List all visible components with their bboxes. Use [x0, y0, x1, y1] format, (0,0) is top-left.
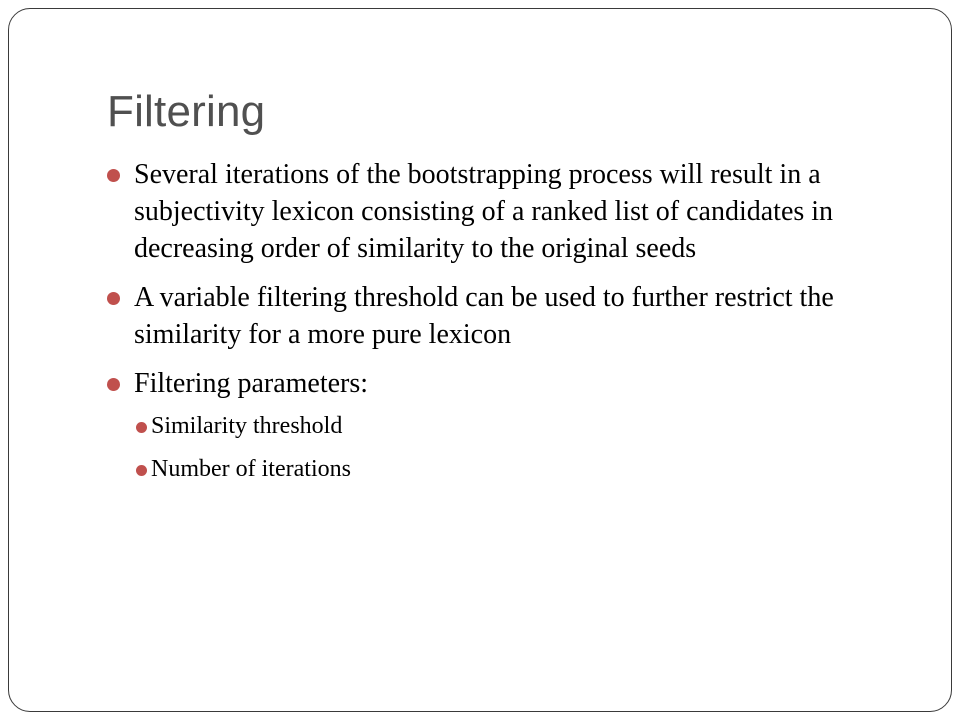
slide-title: Filtering [107, 87, 266, 136]
bullet-dot-icon [107, 378, 120, 391]
sub-bullet-list [134, 411, 885, 485]
bullet-text: Several iterations of the bootstrapping process will result in a subjectivity lexicon consisting of a ranked list of candidates in decreasing order of similarity to the original seeds [134, 159, 834, 264]
bullet-text: Filtering parameters: [134, 368, 369, 399]
bullet-text: A variable filtering threshold can be used to further restrict the similarity for a more pure lexicon [134, 282, 834, 350]
slide-content [105, 156, 885, 497]
bullet-dot-icon [107, 169, 120, 182]
bullet-dot-icon [136, 422, 147, 433]
sub-bullet-text: Number of iterations [151, 456, 351, 482]
bullet-list [105, 156, 885, 485]
bullet-item [105, 365, 885, 485]
bullet-item [105, 279, 885, 353]
sub-bullet-item [134, 411, 885, 442]
sub-bullet-text: Similarity threshold [151, 413, 343, 439]
bullet-item [105, 156, 885, 267]
bullet-dot-icon [136, 465, 147, 476]
bullet-dot-icon [107, 292, 120, 305]
sub-bullet-item [134, 454, 885, 485]
